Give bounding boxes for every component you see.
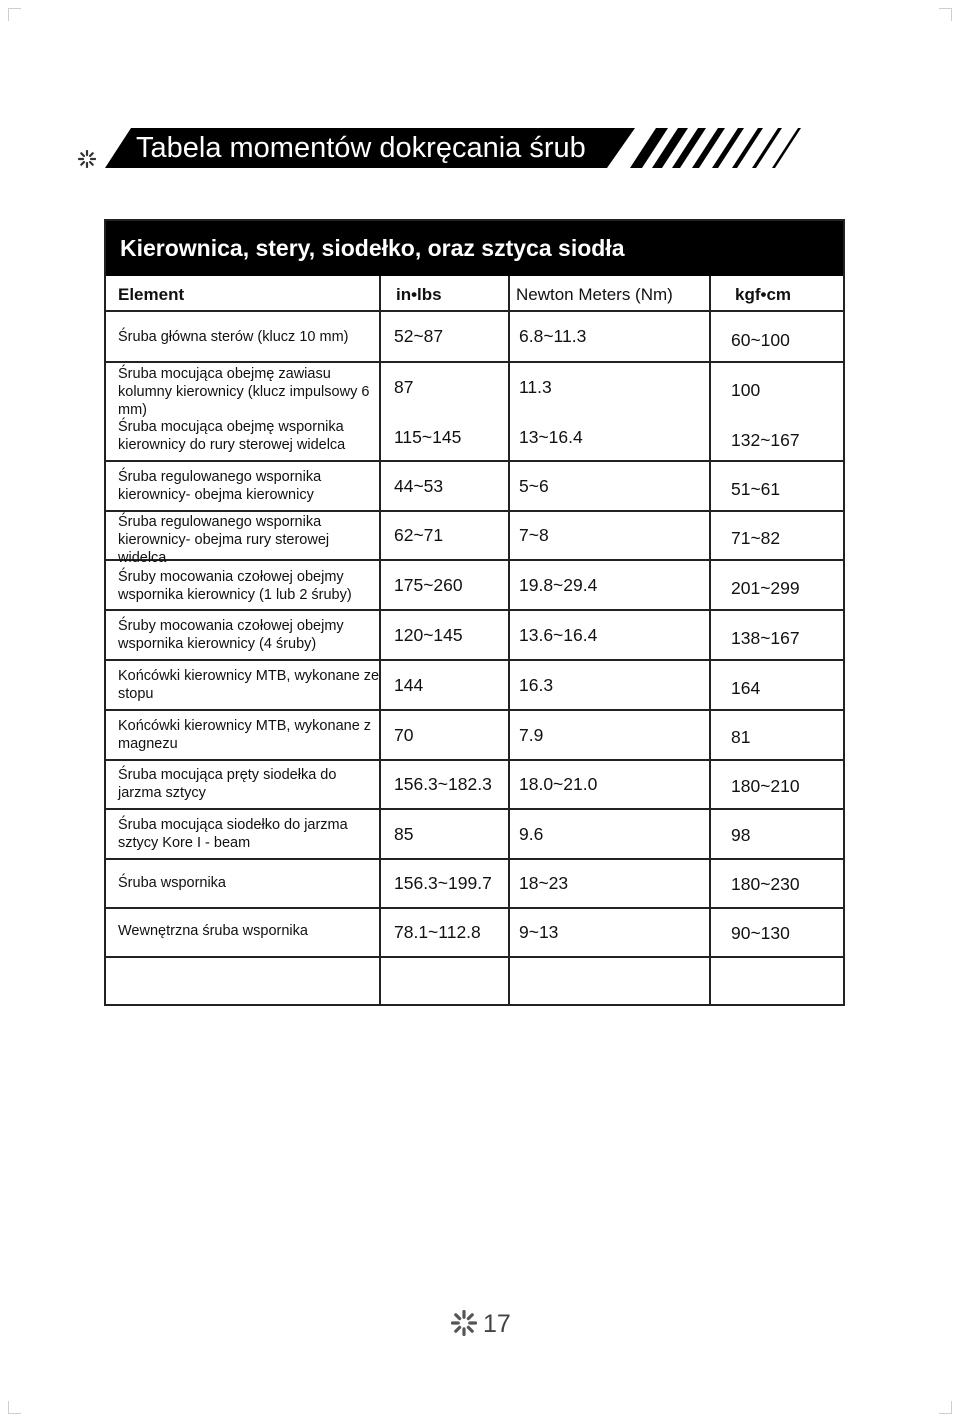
table-row-kgfcm: 132~167: [731, 430, 800, 450]
torque-table: [104, 219, 845, 1006]
table-row-element: Śruba mocująca siodełko do jarzma sztycy Kore I - beam: [118, 817, 348, 851]
row-divider: [106, 659, 843, 661]
table-row-inlbs: 62~71: [394, 525, 444, 545]
table-row-element: Śruba mocująca obejmę wspornika kierownicy do rury sterowej widelca: [118, 419, 346, 453]
table-title: Kierownica, stery, siodełko, oraz sztyca siodła: [106, 221, 843, 276]
table-row-inlbs: 85: [394, 824, 414, 844]
table-row-nm: 7~8: [519, 525, 549, 545]
crop-mark: [8, 1401, 21, 1414]
table-row-nm: 11.3: [519, 377, 552, 397]
table-row-inlbs: 44~53: [394, 476, 444, 496]
table-row-kgfcm: 180~210: [731, 776, 800, 796]
table-row-inlbs: 70: [394, 725, 414, 745]
table-row-element: Śruba regulowanego wspornika kierownicy- obejma rury sterowej widelca: [118, 514, 330, 566]
gear-bullet-icon: [451, 1310, 477, 1336]
table-row-nm: 13~16.4: [519, 427, 583, 447]
table-row-nm: 9.6: [519, 824, 544, 844]
table-row-element: Wewnętrzna śruba wspornika: [118, 923, 308, 939]
header-element: Element: [118, 285, 185, 304]
table-row-element: Śruba mocująca pręty siodełka do jarzma sztycy: [118, 767, 337, 801]
column-divider: [709, 276, 711, 1004]
table-row-nm: 19.8~29.4: [519, 575, 598, 595]
table-row-element: Końcówki kierownicy MTB, wykonane z magnezu: [118, 718, 372, 752]
table-row-kgfcm: 201~299: [731, 578, 800, 598]
decorative-stripes: [628, 128, 810, 168]
table-row-inlbs: 144: [394, 675, 424, 695]
table-row-nm: 16.3: [519, 675, 554, 695]
table-row-kgfcm: 138~167: [731, 628, 800, 648]
table-row-kgfcm: 164: [731, 678, 761, 698]
table-row-nm: 7.9: [519, 725, 544, 745]
table-row-element: Śruba mocująca obejmę zawiasu kolumny kierownicy (klucz impulsowy 6 mm): [118, 366, 370, 418]
table-row-inlbs: 52~87: [394, 326, 444, 346]
table-row-nm: 9~13: [519, 922, 559, 942]
header-kgfcm: kgf•cm: [735, 285, 792, 304]
row-divider: [106, 709, 843, 711]
row-divider: [106, 907, 843, 909]
row-divider: [106, 510, 843, 512]
table-row-nm: 5~6: [519, 476, 549, 496]
page-title: Tabela momentów dokręcania śrub: [136, 132, 586, 164]
row-divider: [106, 808, 843, 810]
table-row-kgfcm: 90~130: [731, 923, 790, 943]
table-row-nm: 13.6~16.4: [519, 625, 598, 645]
header-inlbs: in•lbs: [396, 285, 442, 304]
row-divider: [106, 460, 843, 462]
table-row-element: Śruba wspornika: [118, 875, 226, 891]
crop-mark: [8, 8, 21, 21]
table-row-element: Śruba główna sterów (klucz 10 mm): [118, 329, 349, 345]
row-divider: [106, 361, 843, 363]
table-row-element: Śruby mocowania czołowej obejmy wspornika kierownicy (1 lub 2 śruby): [118, 569, 352, 603]
row-divider: [106, 858, 843, 860]
page-number: 17: [483, 1310, 511, 1338]
table-row-nm: 18~23: [519, 873, 569, 893]
table-row-element: Śruba regulowanego wspornika kierownicy- obejma kierownicy: [118, 469, 322, 503]
table-row-element: Śruby mocowania czołowej obejmy wspornika kierownicy (4 śruby): [118, 618, 344, 652]
table-row-inlbs: 156.3~182.3: [394, 774, 492, 794]
gear-bullet-icon: [78, 150, 96, 168]
table-row-element: Końcówki kierownicy MTB, wykonane ze stopu: [118, 668, 380, 702]
row-divider: [106, 609, 843, 611]
table-row-kgfcm: 81: [731, 727, 751, 747]
table-row-kgfcm: 71~82: [731, 528, 781, 548]
row-divider: [106, 310, 843, 312]
table-row-kgfcm: 60~100: [731, 330, 790, 350]
table-row-inlbs: 156.3~199.7: [394, 873, 492, 893]
header-nm: Newton Meters (Nm): [516, 285, 673, 304]
table-row-inlbs: 78.1~112.8: [394, 922, 481, 942]
row-divider: [106, 759, 843, 761]
crop-mark: [939, 8, 952, 21]
row-divider: [106, 956, 843, 958]
table-row-inlbs: 87: [394, 377, 414, 397]
table-row-inlbs: 120~145: [394, 625, 463, 645]
table-row-inlbs: 115~145: [394, 427, 462, 447]
crop-mark: [939, 1401, 952, 1414]
table-row-nm: 18.0~21.0: [519, 774, 598, 794]
column-divider: [508, 276, 510, 1004]
table-row-kgfcm: 51~61: [731, 479, 781, 499]
table-row-kgfcm: 98: [731, 825, 751, 845]
table-row-nm: 6.8~11.3: [519, 326, 587, 346]
table-row-kgfcm: 180~230: [731, 874, 800, 894]
table-row-inlbs: 175~260: [394, 575, 463, 595]
table-row-kgfcm: 100: [731, 380, 761, 400]
